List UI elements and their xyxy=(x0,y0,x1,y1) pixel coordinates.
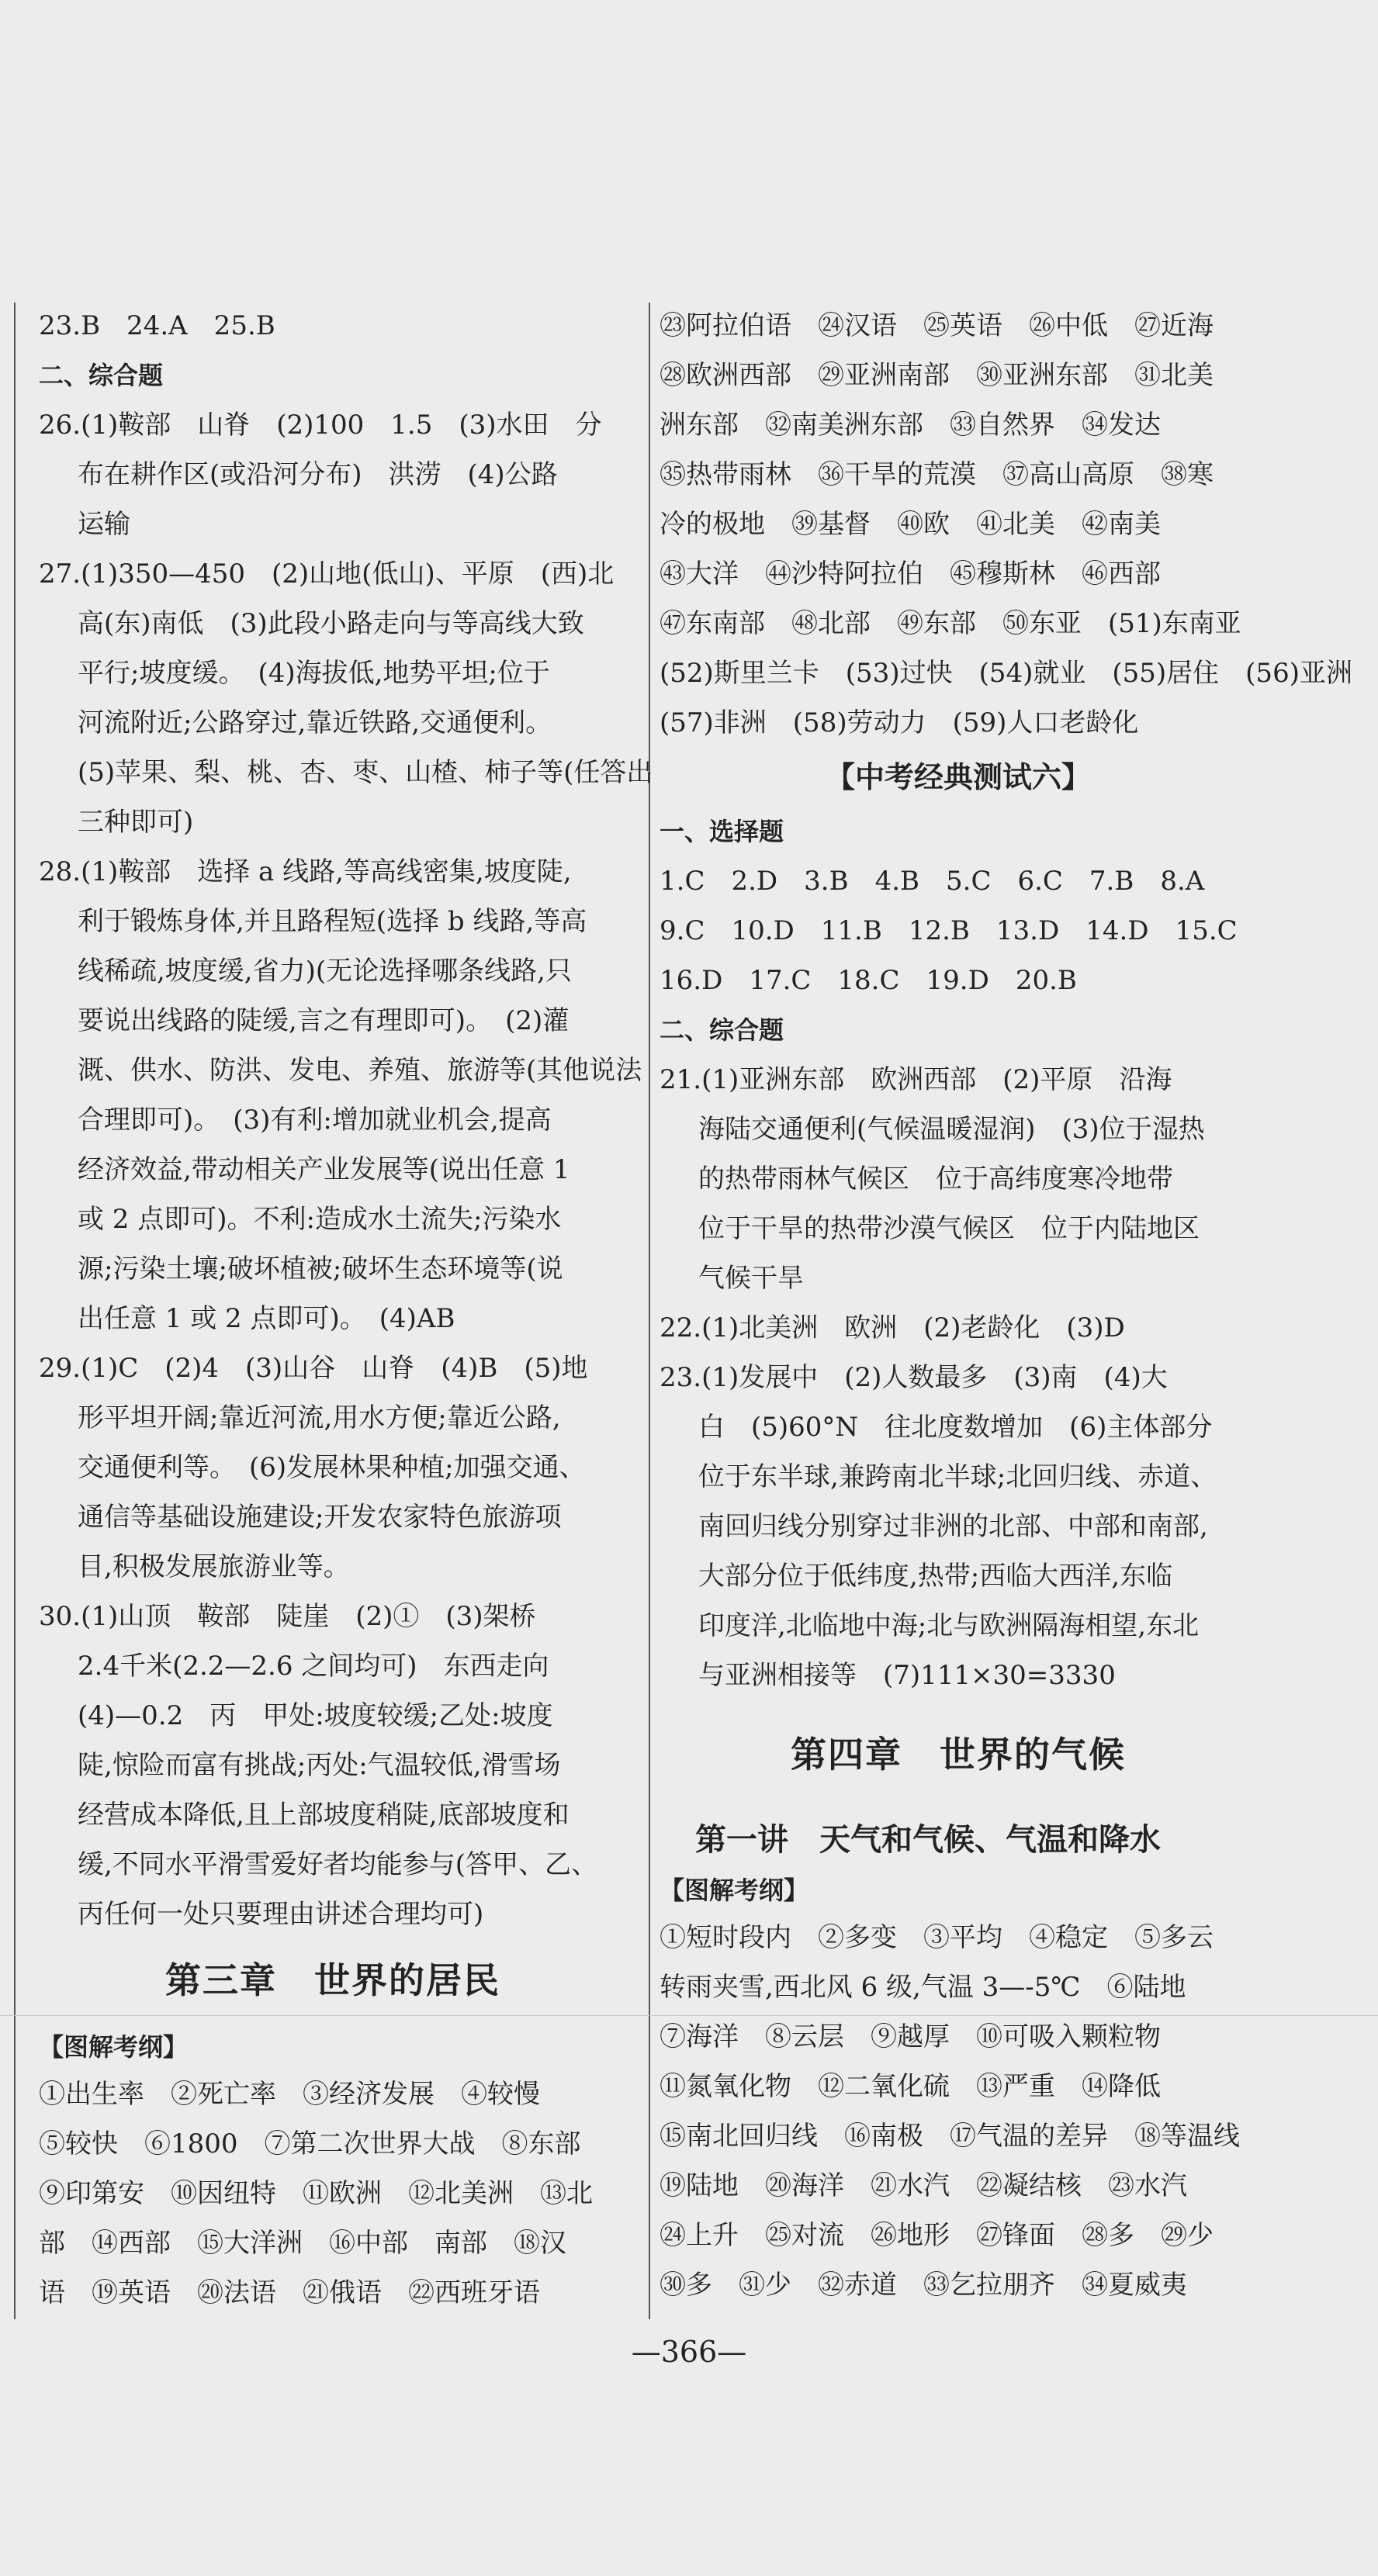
q21-line: 气候干旱 xyxy=(698,1263,804,1294)
left-column xyxy=(39,301,653,2318)
q23-line: 大部分位于低纬度,热带;西临大西洋,东临 xyxy=(698,1561,1173,1592)
q21-line: 的热带雨林气候区 位于高纬度寒冷地带 xyxy=(698,1164,1173,1195)
page-number: —366— xyxy=(631,2335,747,2369)
column-divider xyxy=(649,303,650,2319)
outline-line: 洲东部 ㉜南美洲东部 ㉝自然界 ㉞发达 xyxy=(660,410,1161,441)
q30-line: 30.(1)山顶 鞍部 陡崖 (2)① (3)架桥 xyxy=(39,1601,536,1632)
outline-line: 冷的极地 ㊴基督 ㊵欧 ㊶北美 ㊷南美 xyxy=(660,509,1161,540)
q28-line: 28.(1)鞍部 选择 a 线路,等高线密集,坡度陡, xyxy=(39,856,572,887)
q30-line: (4)—0.2 丙 甲处:坡度较缓;乙处:坡度 xyxy=(78,1700,553,1731)
outline-line: ㊸大洋 ㊹沙特阿拉伯 ㊺穆斯林 ㊻西部 xyxy=(660,558,1161,590)
q28-line: 线稀疏,坡度缓,省力)(无论选择哪条线路,只 xyxy=(78,956,572,987)
outline-line: ⑤较快 ⑥1800 ⑦第二次世界大战 ⑧东部 xyxy=(39,2128,581,2159)
outline-line: 转雨夹雪,西北风 6 级,气温 3—-5℃ ⑥陆地 xyxy=(660,1972,1186,2003)
section-comprehensive-right: 二、综合题 xyxy=(660,1015,784,1045)
q23-line: 印度洋,北临地中海;北与欧洲隔海相望,东北 xyxy=(698,1610,1200,1641)
q23-line: 南回归线分别穿过非洲的北部、中部和南部, xyxy=(698,1511,1208,1542)
q26-line: 26.(1)鞍部 山脊 (2)100 1.5 (3)水田 分 xyxy=(39,410,602,441)
outline-line: ①短时段内 ②多变 ③平均 ④稳定 ⑤多云 xyxy=(660,1922,1214,1953)
q29-line: 通信等基础设施建设;开发农家特色旅游项 xyxy=(78,1502,562,1533)
question-27 xyxy=(39,549,653,847)
right-column xyxy=(660,301,1352,2310)
q27-line: 高(东)南低 (3)此段小路走向与等高线大致 xyxy=(78,608,584,639)
q28-line: 要说出线路的陡缓,言之有理即可)。 (2)灌 xyxy=(78,1005,570,1036)
q22-line: 22.(1)北美洲 欧洲 (2)老龄化 (3)D xyxy=(660,1312,1125,1343)
outline-line: 语 ⑲英语 ⑳法语 ㉑俄语 ㉒西班牙语 xyxy=(39,2277,540,2308)
q23-line: 白 (5)60°N 往北度数增加 (6)主体部分 xyxy=(698,1412,1213,1443)
question-28 xyxy=(39,847,642,1343)
answers-23-25: 23.B 24.A 25.B xyxy=(39,310,275,341)
outline-line: ①出生率 ②死亡率 ③经济发展 ④较慢 xyxy=(39,2079,540,2110)
choice-answers xyxy=(660,856,1257,1005)
outline-line: ⑪氮氧化物 ⑫二氧化硫 ⑬严重 ⑭降低 xyxy=(660,2071,1161,2102)
outline-line: ⑲陆地 ⑳海洋 ㉑水汽 ㉒凝结核 ㉓水汽 xyxy=(660,2170,1187,2201)
q28-line: 源;污染土壤;破坏植被;破坏生态环境等(说 xyxy=(78,1253,563,1285)
q29-line: 29.(1)C (2)4 (3)山谷 山脊 (4)B (5)地 xyxy=(39,1353,588,1384)
choice-line: 16.D 17.C 18.C 19.D 20.B xyxy=(660,965,1077,996)
q30-line: 丙任何一处只要理由讲述合理均可) xyxy=(78,1899,484,1930)
q21-line: 海陆交通便利(气候温暖湿润) (3)位于湿热 xyxy=(698,1114,1205,1145)
q30-line: 经营成本降低,且上部坡度稍陡,底部坡度和 xyxy=(78,1800,570,1831)
section-comprehensive: 二、综合题 xyxy=(39,361,164,390)
outline-label: 【图解考纲】 xyxy=(39,2032,189,2062)
outline-line: (57)非洲 (58)劳动力 (59)人口老龄化 xyxy=(660,707,1139,738)
q28-line: 利于锻炼身体,并且路程短(选择 b 线路,等高 xyxy=(78,906,587,937)
question-30 xyxy=(39,1592,627,1939)
q30-line: 陡,惊险而富有挑战;丙处:气温较低,滑雪场 xyxy=(78,1750,561,1781)
q29-line: 目,积极发展旅游业等。 xyxy=(78,1551,350,1582)
chapter-3-outline xyxy=(39,2069,627,2318)
q28-line: 合理即可)。 (3)有利:增加就业机会,提高 xyxy=(78,1105,552,1136)
question-29 xyxy=(39,1343,627,1592)
test-6-title: 【中考经典测试六】 xyxy=(825,760,1091,794)
q28-line: 经济效益,带动相关产业发展等(说出任意 1 xyxy=(78,1154,570,1185)
q30-line: 2.4千米(2.2—2.6 之间均可) 东西走向 xyxy=(78,1651,549,1682)
outline-line: 部 ⑭西部 ⑮大洋洲 ⑯中部 南部 ⑱汉 xyxy=(39,2228,566,2259)
section-choice: 一、选择题 xyxy=(660,817,784,846)
outline-line: ㉓阿拉伯语 ㉔汉语 ㉕英语 ㉖中低 ㉗近海 xyxy=(660,310,1214,341)
q28-line: 溉、供水、防洪、发电、养殖、旅游等(其他说法 xyxy=(78,1055,642,1086)
outline-line: ⑨印第安 ⑩因纽特 ⑪欧洲 ⑫北美洲 ⑬北 xyxy=(39,2178,593,2209)
chapter-3-outline-cont xyxy=(660,301,1352,748)
q28-line: 出任意 1 或 2 点即可)。 (4)AB xyxy=(78,1303,455,1334)
question-21 xyxy=(660,1055,1257,1303)
q27-line: (5)苹果、梨、桃、杏、枣、山楂、柿子等(任答出 xyxy=(78,757,653,788)
question-26 xyxy=(39,400,627,549)
q27-line: 平行;坡度缓。 (4)海拔低,地势平坦;位于 xyxy=(78,658,550,689)
outline-line: ㉟热带雨林 ㊱干旱的荒漠 ㊲高山高原 ㊳寒 xyxy=(660,459,1214,490)
outline-line: ⑮南北回归线 ⑯南极 ⑰气温的差异 ⑱等温线 xyxy=(660,2121,1240,2152)
chapter-4-title: 第四章 世界的气候 xyxy=(791,1734,1126,1776)
q30-line: 缓,不同水平滑雪爱好者均能参与(答甲、乙、 xyxy=(78,1849,598,1880)
q23-line: 与亚洲相接等 (7)111×30=3330 xyxy=(698,1660,1116,1691)
outline-line: ㊼东南部 ㊽北部 ㊾东部 ㊿东亚 (51)东南亚 xyxy=(660,608,1241,639)
q26-line: 运输 xyxy=(78,509,130,540)
question-22 xyxy=(660,1303,1257,1353)
chapter-4-outline xyxy=(660,1913,1257,2310)
outline-line: ㉔上升 ㉕对流 ㉖地形 ㉗锋面 ㉘多 ㉙少 xyxy=(660,2220,1214,2251)
q23-line: 位于东半球,兼跨南北半球;北回归线、赤道、 xyxy=(698,1461,1217,1492)
q27-line: 河流附近;公路穿过,靠近铁路,交通便利。 xyxy=(78,707,552,738)
q27-line: 三种即可) xyxy=(78,807,194,838)
outline-label-right: 【图解考纲】 xyxy=(660,1876,809,1905)
left-rule xyxy=(14,303,16,2319)
outline-line: ⑦海洋 ⑧云层 ⑨越厚 ⑩可吸入颗粒物 xyxy=(660,2021,1161,2052)
q29-line: 交通便利等。 (6)发展林果种植;加强交通、 xyxy=(78,1452,586,1483)
outline-line: ㉚多 ㉛少 ㉜赤道 ㉝乞拉朋齐 ㉞夏威夷 xyxy=(660,2270,1187,2301)
choice-line: 9.C 10.D 11.B 12.B 13.D 14.D 15.C xyxy=(660,915,1238,946)
lecture-1-title: 第一讲 天气和气候、气温和降水 xyxy=(695,1822,1161,1858)
outline-line: ㉘欧洲西部 ㉙亚洲南部 ㉚亚洲东部 ㉛北美 xyxy=(660,360,1214,391)
q21-line: 21.(1)亚洲东部 欧洲西部 (2)平原 沿海 xyxy=(660,1064,1172,1095)
chapter-3-title: 第三章 世界的居民 xyxy=(165,1959,500,2001)
q23-line: 23.(1)发展中 (2)人数最多 (3)南 (4)大 xyxy=(660,1362,1168,1393)
q26-line: 布在耕作区(或沿河分布) 洪涝 (4)公路 xyxy=(78,459,558,490)
question-23 xyxy=(660,1353,1257,1700)
choice-line: 1.C 2.D 3.B 4.B 5.C 6.C 7.B 8.A xyxy=(660,866,1205,897)
q28-line: 或 2 点即可)。不利:造成水土流失;污染水 xyxy=(78,1204,562,1235)
q27-line: 27.(1)350—450 (2)山地(低山)、平原 (西)北 xyxy=(39,558,615,590)
q21-line: 位于干旱的热带沙漠气候区 位于内陆地区 xyxy=(698,1213,1200,1244)
outline-line: (52)斯里兰卡 (53)过快 (54)就业 (55)居住 (56)亚洲 xyxy=(660,658,1352,689)
q29-line: 形平坦开阔;靠近河流,用水方便;靠近公路, xyxy=(78,1402,561,1433)
